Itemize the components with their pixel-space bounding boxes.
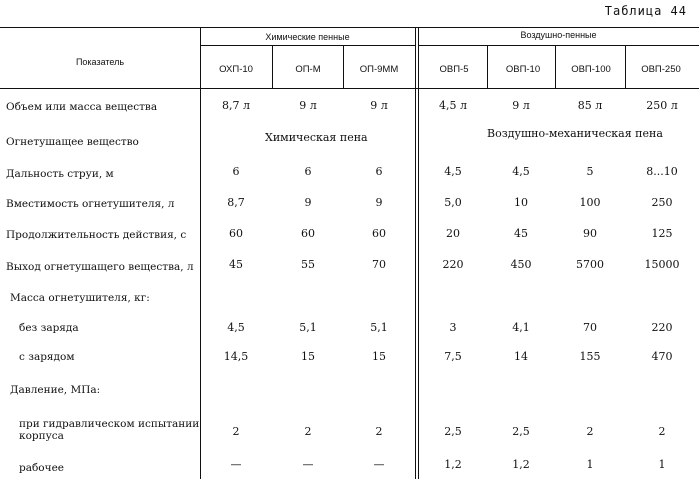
table-cell: 60 <box>301 227 315 240</box>
span-cell-chemical: Химическая пена <box>265 131 368 144</box>
table-cell: 1 <box>586 458 594 471</box>
table-cell: 450 <box>510 258 532 271</box>
header-group-air: Воздушно-пенные <box>520 30 597 40</box>
table-cell: 10 <box>514 196 528 209</box>
table-cell: 90 <box>583 227 597 240</box>
header-model: ОП-М <box>295 64 321 75</box>
header-model: ОВП-10 <box>505 64 541 75</box>
table-cell: 6 <box>304 165 312 178</box>
table-cell: 5,0 <box>444 196 462 209</box>
table-cell: 5700 <box>576 258 604 271</box>
table-cell: 9 л <box>299 99 317 112</box>
row-label: Давление, МПа: <box>10 384 101 396</box>
table-cell: 4,1 <box>512 321 530 334</box>
table-caption: Таблица 44 <box>604 4 687 18</box>
table-cell: 2 <box>304 425 312 438</box>
row-label: Продолжительность действия, с <box>6 229 187 241</box>
table-cell: 250 <box>651 196 673 209</box>
table-cell: 9 л <box>512 99 530 112</box>
table-cell: 20 <box>446 227 460 240</box>
table-cell: 4,5 <box>444 165 462 178</box>
table-cell: 2 <box>586 425 594 438</box>
table-cell: 3 <box>449 321 457 334</box>
table-cell: 1,2 <box>444 458 462 471</box>
table-cell: 4,5 л <box>439 99 467 112</box>
table-cell: 15 <box>301 350 315 363</box>
table-cell: 5,1 <box>370 321 388 334</box>
row-label: рабочее <box>19 462 64 474</box>
table-cell: 1 <box>658 458 666 471</box>
table-cell: 470 <box>651 350 673 363</box>
row-label: Масса огнетушителя, кг: <box>10 292 150 304</box>
table-cell: 4,5 <box>512 165 530 178</box>
group-rule-air <box>418 45 699 46</box>
table-cell: 9 л <box>370 99 388 112</box>
table-cell: 4,5 <box>227 321 245 334</box>
table-cell: 6 <box>232 165 240 178</box>
table-cell: 14 <box>514 350 528 363</box>
table-cell: 8,7 л <box>222 99 250 112</box>
table-cell: 100 <box>579 196 601 209</box>
table-cell: 155 <box>579 350 601 363</box>
table-cell: 1,2 <box>512 458 530 471</box>
header-model: ОВП-250 <box>641 64 681 75</box>
table-cell: 8,7 <box>227 196 245 209</box>
table-cell: 2 <box>658 425 666 438</box>
table-cell: 70 <box>583 321 597 334</box>
table-cell: 7,5 <box>444 350 462 363</box>
row-label: Огнетушащее вещество <box>6 136 139 148</box>
table-cell: 220 <box>442 258 464 271</box>
table-cell: 250 л <box>646 99 678 112</box>
row-label: с зарядом <box>19 351 75 363</box>
table-cell: 15000 <box>644 258 680 271</box>
header-model: ОВП-5 <box>439 64 469 75</box>
table-cell: 60 <box>372 227 386 240</box>
vline-group-split <box>415 27 416 479</box>
header-param: Показатель <box>75 57 125 67</box>
span-cell-air: Воздушно-механическая пена <box>487 127 663 140</box>
row-label: корпуса <box>19 430 64 442</box>
table-cell: 85 л <box>577 99 603 112</box>
table-cell: 5 <box>586 165 594 178</box>
header-model: ОВП-100 <box>571 64 611 75</box>
table-cell: 125 <box>651 227 673 240</box>
top-rule <box>0 27 699 28</box>
group-rule-chemical <box>200 45 415 46</box>
vline-param <box>200 27 201 479</box>
row-label: при гидравлическом испытании <box>19 418 200 430</box>
table-cell: 55 <box>301 258 315 271</box>
vline-group-split-2 <box>418 27 419 479</box>
row-label: Вместимость огнетушителя, л <box>6 198 175 210</box>
table-cell: 15 <box>372 350 386 363</box>
header-model: ОП-9ММ <box>359 64 399 75</box>
header-model: ОХП-10 <box>219 64 253 75</box>
table-cell: 8...10 <box>646 165 678 178</box>
row-label: Выход огнетушащего вещества, л <box>6 261 194 273</box>
table-cell: 5,1 <box>299 321 317 334</box>
table-cell: — <box>230 458 242 471</box>
table-cell: — <box>302 458 314 471</box>
header-bottom-rule <box>0 88 699 89</box>
table-cell: — <box>373 458 385 471</box>
row-label: Объем или масса вещества <box>6 101 158 113</box>
table-cell: 45 <box>229 258 243 271</box>
table-cell: 9 <box>304 196 312 209</box>
table-cell: 2 <box>375 425 383 438</box>
table-cell: 2,5 <box>512 425 530 438</box>
table-cell: 2,5 <box>444 425 462 438</box>
table-cell: 220 <box>651 321 673 334</box>
table-cell: 70 <box>372 258 386 271</box>
table-cell: 45 <box>514 227 528 240</box>
row-label: Дальность струи, м <box>6 168 114 180</box>
table-cell: 9 <box>375 196 383 209</box>
header-group-chemical: Химические пенные <box>265 32 350 42</box>
table-cell: 60 <box>229 227 243 240</box>
table-cell: 14,5 <box>223 350 249 363</box>
row-label: без заряда <box>19 322 79 334</box>
table-cell: 6 <box>375 165 383 178</box>
table-cell: 2 <box>232 425 240 438</box>
